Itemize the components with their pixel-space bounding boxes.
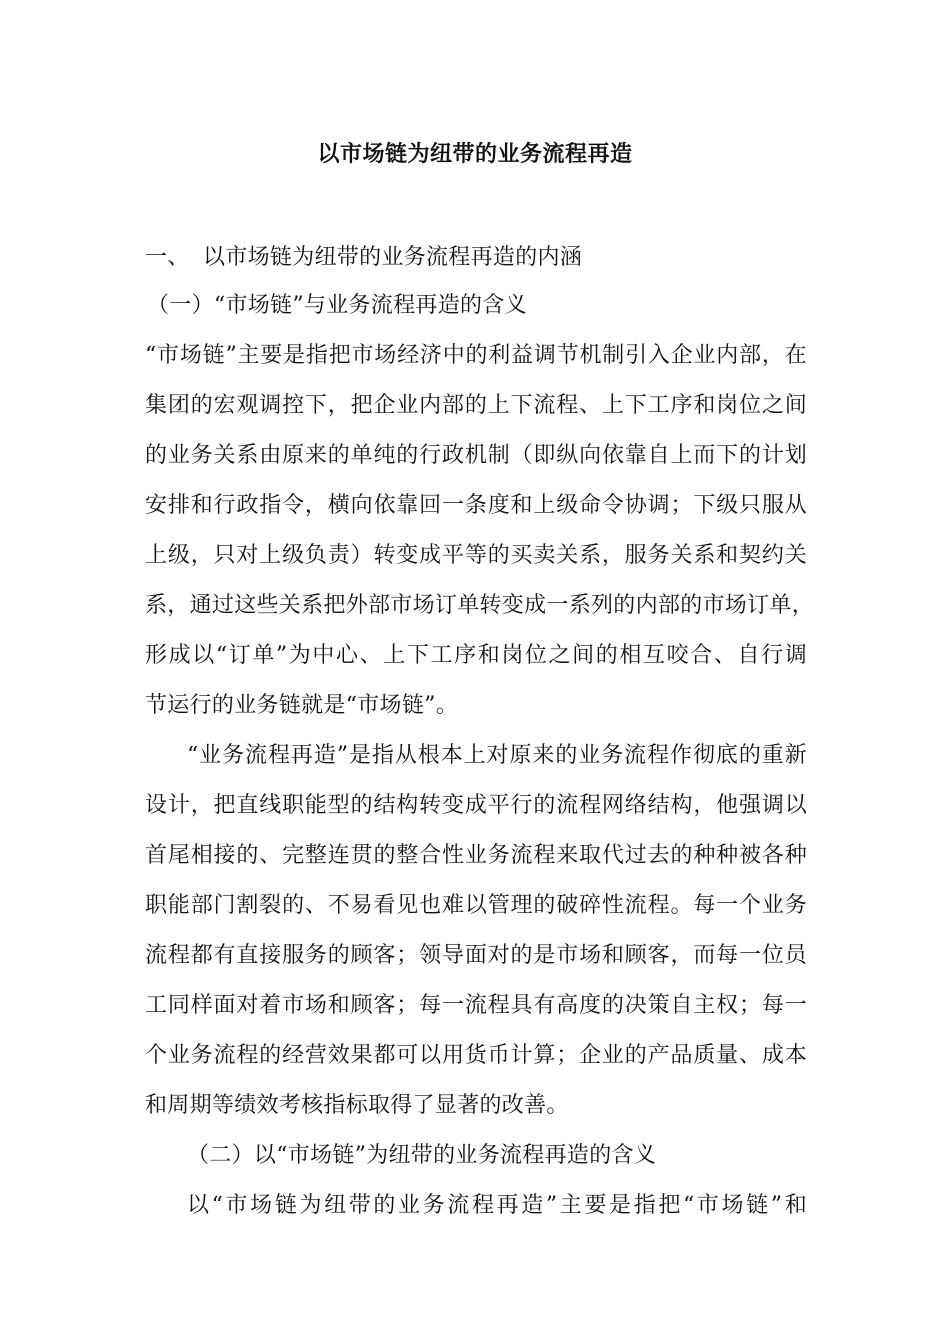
paragraph-1-line: “市场链”主要是指把市场经济中的利益调节机制引入企业内部，在 — [145, 343, 807, 368]
paragraph-1-line: 的业务关系由原来的单纯的行政机制（即纵向依靠自上而下的计划 — [145, 443, 807, 468]
paragraph-1-line: 形成以“订单”为中心、上下工序和岗位之间的相互咬合、自行调 — [145, 643, 807, 668]
subsection-heading-1: （一）“市场链”与业务流程再造的含义 — [147, 293, 527, 318]
section-heading-text: 以市场链为纽带的业务流程再造的内涵 — [203, 245, 583, 270]
paragraph-3-line: 以“市场链为纽带的业务流程再造”主要是指把“市场链”和 — [187, 1193, 807, 1218]
paragraph-1-line: 系，通过这些关系把外部市场订单转变成一系列的内部的市场订单， — [145, 593, 815, 618]
paragraph-1-line: 集团的宏观调控下，把企业内部的上下流程、上下工序和岗位之间 — [145, 393, 807, 418]
paragraph-2-line: 职能部门割裂的、不易看见也难以管理的破碎性流程。每一个业务 — [145, 893, 807, 918]
paragraph-1-line: 安排和行政指令，横向依靠回一条度和上级命令协调；下级只服从 — [145, 493, 807, 518]
paragraph-2-line: 设计，把直线职能型的结构转变成平行的流程网络结构，他强调以 — [145, 793, 807, 818]
paragraph-2-line: 流程都有直接服务的顾客；领导面对的是市场和顾客，而每一位员 — [145, 943, 807, 968]
paragraph-2-line: 工同样面对着市场和顾客；每一流程具有高度的决策自主权；每一 — [145, 993, 807, 1018]
subsection-heading-2: （二）以“市场链”为纽带的业务流程再造的含义 — [187, 1143, 657, 1168]
paragraph-1-line: 节运行的业务链就是“市场链”。 — [145, 693, 458, 718]
section-number: 一、 — [145, 245, 190, 270]
paragraph-2-line: 个业务流程的经营效果都可以用货币计算；企业的产品质量、成本 — [145, 1043, 807, 1068]
paragraph-1-line: 上级，只对上级负责）转变成平等的买卖关系，服务关系和契约关 — [145, 543, 807, 568]
paragraph-2-line: “业务流程再造”是指从根本上对原来的业务流程作彻底的重新 — [187, 743, 807, 768]
section-heading-1 — [145, 240, 582, 271]
document-title: 以市场链为纽带的业务流程再造 — [317, 141, 633, 167]
paragraph-2-line: 首尾相接的、完整连贯的整合性业务流程来取代过去的种种被各种 — [145, 843, 807, 868]
paragraph-2-line: 和周期等绩效考核指标取得了显著的改善。 — [145, 1093, 569, 1118]
